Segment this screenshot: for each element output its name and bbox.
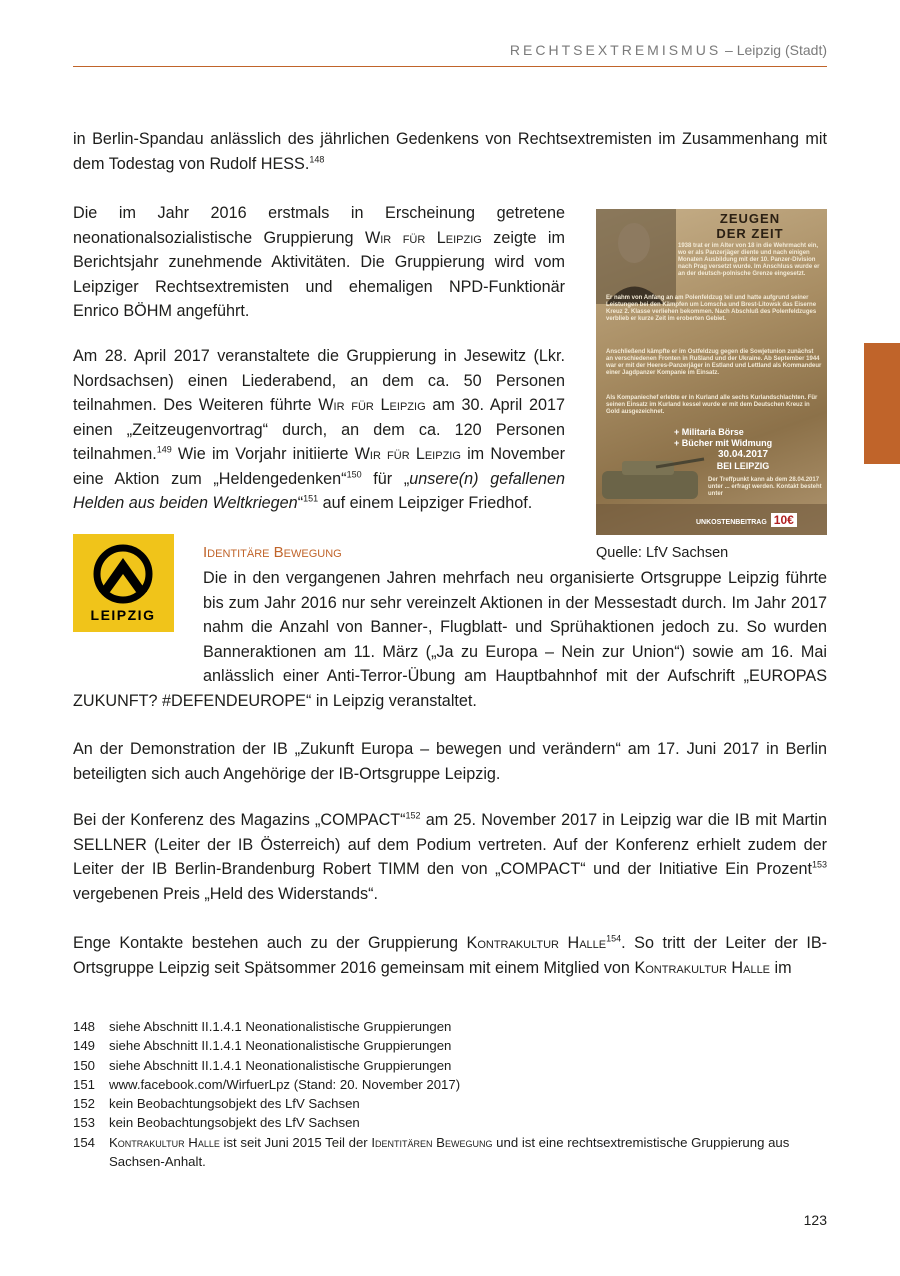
footnote-item: 151 www.facebook.com/WirfuerLpz (Stand: 20. November 2017) [73, 1076, 461, 1092]
poster-text-4: Als Kompaniechef erlebte er in Kurland alle sechs Kurlandschlachten. Für seinen Einsatz im Kurland kessel wurde er mit dem Deutschen Kreuz in Gold ausgezeichnet. [606, 395, 818, 415]
ib-paragraph-text: Die in den vergangenen Jahren mehrfach neu organisierte Ortsgruppe Leipzig führte bis zum Jahr 2016 nur sehr vereinzelt Aktionen in der Messestadt durch. Im Jahr 2017 nahm die Anzahl von Banner-, Flugblatt- und Sprühaktionen jedoch zu. So wurden Banneraktionen am 11. März („Ja zu Europa – Nein zur Union“) sowie am 16. Mai anlässlich einer Anti-Terror-Übung am Hauptbahnhof mit der Aufschrift „EUROPAS ZUKUNFT? #DEFENDEUROPE“ in Leipzig veranstaltet. [73, 569, 827, 710]
logo-wrap-spacer [73, 566, 203, 665]
figure-caption: Quelle: LfV Sachsen [596, 545, 729, 561]
footnote-item: 150 siehe Abschnitt II.1.4.1 Neonationalistische Gruppierungen [73, 1057, 452, 1073]
header-section: RECHTSEXTREMISMUS [509, 42, 722, 58]
section-heading: Identitäre Bewegung [203, 544, 342, 561]
poster-text-2: Er nahm von Anfang an am Polenfeldzug teil und hatte aufgrund seiner Leistungen bei den Kämpfen um Lomscha und Brest-Litowsk das Eiserne Kreuz 2. Klasse verliehen bekommen. Nach Abschluß des Polenfeldzuges verblieb er kurze Zeit im eroberten Gebiet. [606, 295, 817, 322]
org-name: Wir für Leipzig [364, 228, 482, 247]
footnote-item: 154 Kontrakultur Halle ist seit Juni 2015 Teil der Identitären Bewegung und ist eine rechtsextremistische Gruppierung aus Sachsen-Anhalt. [73, 1134, 790, 1170]
poster-place: BEI LEIPZIG [716, 461, 770, 471]
footnote-ref: 154 [606, 933, 622, 944]
footnote-item: 149 siehe Abschnitt II.1.4.1 Neonationalistische Gruppierungen [73, 1038, 452, 1054]
running-header [73, 42, 827, 67]
footnote-ref: 153 [811, 859, 827, 870]
header-location: – Leipzig (Stadt) [721, 42, 827, 58]
footnote-ref: 152 [405, 810, 421, 821]
poster-image [596, 209, 827, 535]
paragraph-5: An der Demonstration der IB „Zukunft Europa – bewegen und verändern“ am 17. Juni 2017 in Berlin beteiligten sich auch Angehörige der IB-Ortsgruppe Leipzig. [73, 740, 827, 783]
poster-price: UNKOSTENBEITRAG 10€ [696, 513, 797, 527]
footnote-item: 153 kein Beobachtungsobjekt des LfV Sachsen [73, 1115, 360, 1131]
chapter-tab [864, 343, 900, 464]
poster-text-1: 1938 trat er im Alter von 18 in die Wehrmacht ein, wo er als Panzerjäger diente und nach einigen Monaten Ausbildung mit der 10. Panzer-Division nach Prag versetzt wurde. Im Anschluss wurde er an der deutsch-polnische Grenze eingesetzt. [678, 243, 820, 277]
paragraph-3: Am 28. April 2017 veranstaltete die Gruppierung in Jesewitz (Lkr. Nordsachsen) einen Liederabend, an dem ca. 50 Personen teilnahmen. Des Weiteren führte Wir für Leipzig am 30. April 2017 einen „Zeitzeugenvortrag“ durch, an dem ca. 120 Personen teilnahmen.$^{149}$ Wie im Vorjahr initiierte Wir für Leipzig im November eine Aktion zum „Heldengedenken“$^{150}$ für „unsere(n) gefallenen Helden aus beiden Weltkriegen“$^{151}$ auf einem Leipziger Friedhof. [73, 347, 565, 512]
ib-paragraph [73, 566, 827, 713]
poster-bullets: + Militaria Börse + Bücher mit Widmung [674, 427, 773, 448]
paragraph-2: Die im Jahr 2016 erstmals in Erscheinung getretene neonationalsozialistische Gruppierung Wir für Leipzig zeigte im Berichtsjahr zunehmende Aktivitäten. Die Gruppierung wird vom Leipziger Rechtsextremisten und ehemaligen NPD-Funktionär Enrico BÖHM angeführt. [73, 204, 566, 320]
poster-meet: Der Treffpunkt kann ab dem 28.04.2017 unter ... erfragt werden. Kontakt besteht unter [708, 477, 822, 497]
org-name: Kontrakultur Halle [466, 934, 607, 952]
paragraph-1: in Berlin-Spandau anlässlich des jährlichen Gedenkens von Rechtsextremisten im Zusammenhang mit dem Todestag von Rudolf HESS.$^{148}$ [73, 130, 827, 173]
logo-text: LEIPZIG [90, 607, 156, 623]
footnote-ref: 151 [303, 493, 319, 504]
paragraph-7: Enge Kontakte bestehen auch zu der Gruppierung Kontrakultur Halle$^{154}$. So tritt der Leiter der IB-Ortsgruppe Leipzig seit Spätsommer 2016 gemeinsam mit einem Mitglied von Kontrakultur Halle im [73, 933, 828, 977]
org-name: Kontrakultur Halle [634, 958, 771, 977]
footnote-ref: 148 [309, 154, 325, 165]
poster-date: 30.04.2017 [717, 449, 769, 460]
poster-text-3: Anschließend kämpfte er im Ostfeldzug gegen die Sowjetunion zunächst an verschiedenen Fronten in Rußland und der Ukraine. Ab September 1944 war er mit der Heeres-Panzerjäger in Estland und Lettland als Kommandeur einer Jagdpanzer Kompanie im Einsatz. [606, 349, 822, 376]
page-number: 123 [803, 1212, 827, 1228]
org-name: Wir für Leipzig [318, 396, 426, 414]
footnote-ref: 150 [346, 469, 362, 480]
footnotes [73, 1017, 827, 1171]
org-name: Wir für Leipzig [354, 445, 461, 463]
paragraph-6: Bei der Konferenz des Magazins „COMPACT“$^{152}$ am 25. November 2017 in Leipzig war die IB mit Martin SELLNER (Leiter der IB Österreich) auf dem Podium vertreten. Auf der Konferenz erhielt zudem der Leiter der IB Berlin-Brandenburg Robert TIMM den von „COMPACT“ und der Initiative Ein Prozent$^{153}$ vergebenen Preis „Held des Widerstands“. [73, 810, 828, 903]
footnote-item: 152 kein Beobachtungsobjekt des LfV Sachsen [73, 1096, 360, 1112]
footnote-ref: 149 [156, 444, 172, 455]
footnote-item: 148 siehe Abschnitt II.1.4.1 Neonationalistische Gruppierungen [73, 1019, 452, 1034]
poster-title: ZEUGEN DER ZEIT [716, 211, 784, 241]
